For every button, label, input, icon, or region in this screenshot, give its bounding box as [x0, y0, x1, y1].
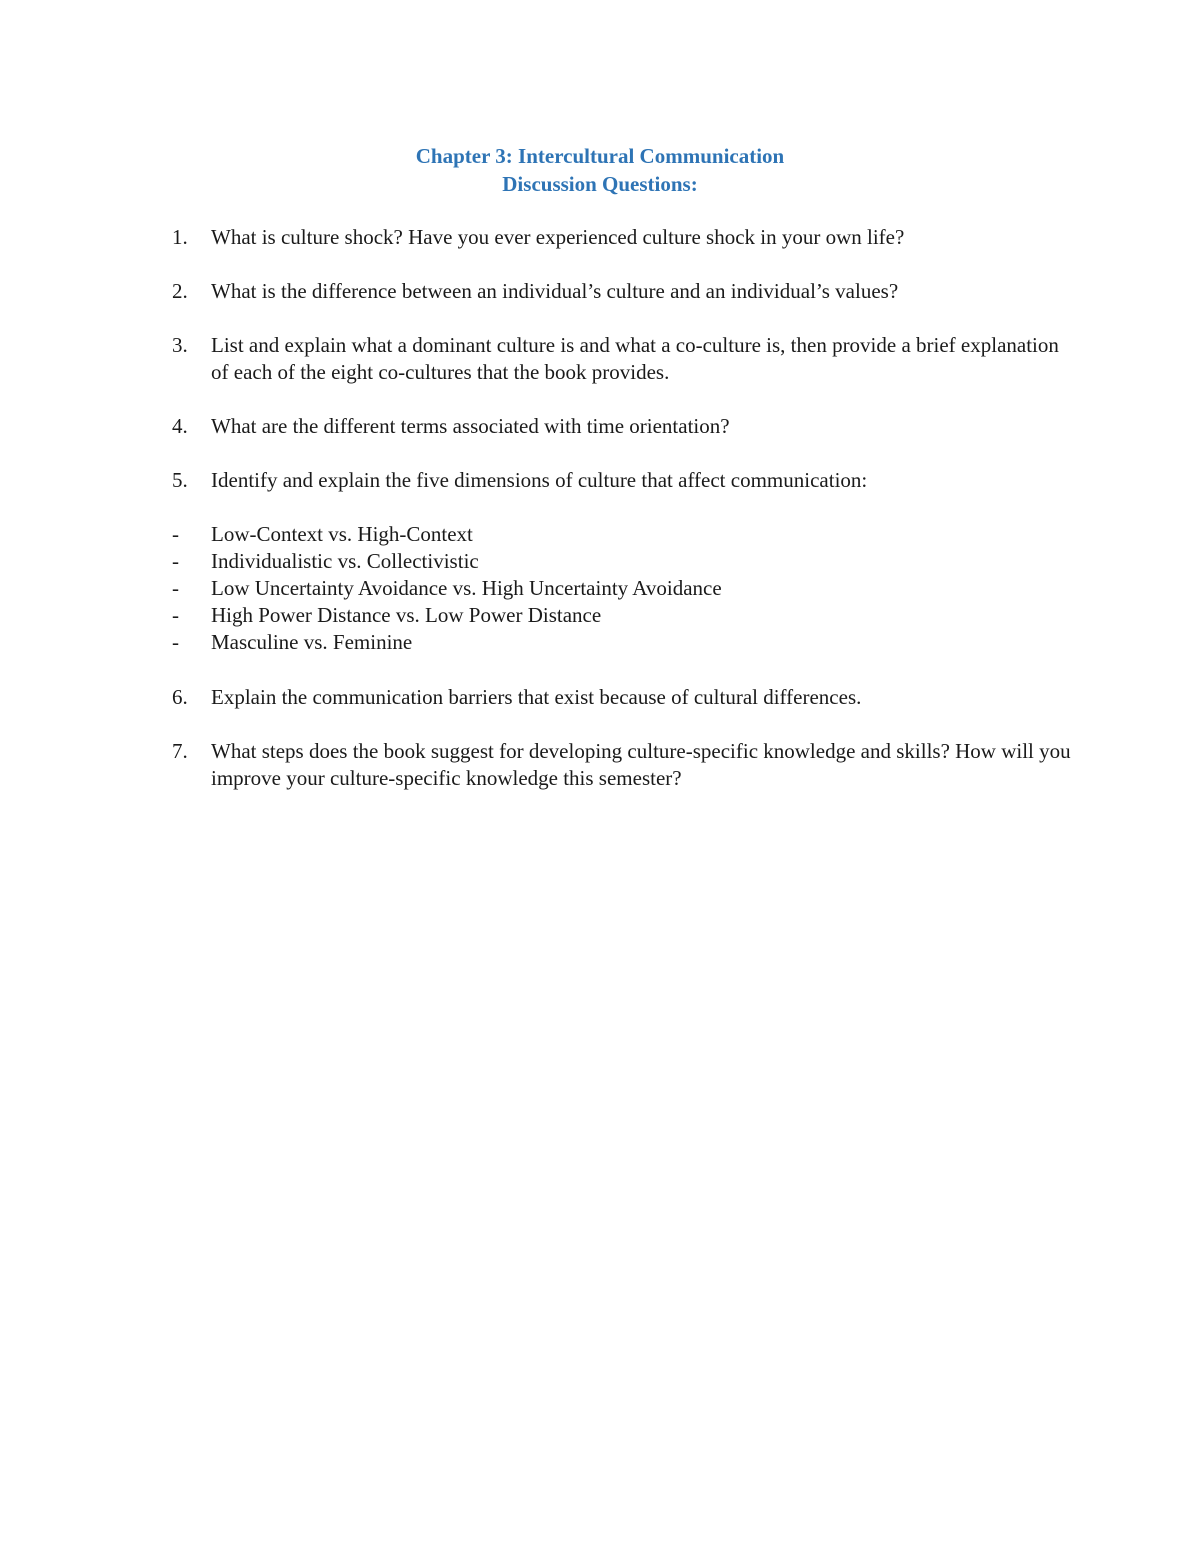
list-item [172, 629, 1072, 656]
question-4 [172, 413, 1072, 440]
bullet-dash: - [172, 630, 179, 654]
question-5 [172, 467, 1072, 494]
list-item [172, 548, 1072, 575]
section-subtitle: Discussion Questions: [502, 172, 698, 196]
question-text: Explain the communication barriers that exist because of cultural differences. [211, 685, 862, 709]
list-item [172, 521, 1072, 548]
document-title [0, 142, 1200, 198]
question-1 [172, 224, 1072, 251]
chapter-title: Chapter 3: Intercultural Communication [415, 144, 785, 168]
question-3 [172, 332, 1072, 386]
question-text: List and explain what a dominant culture is and what a co-culture is, then provide a brief explanation of each of the eight co-cultures that the book provides. [211, 333, 1059, 384]
question-number: 3. [172, 333, 188, 357]
question-text: Identify and explain the five dimensions of culture that affect communication: [211, 468, 868, 492]
dimension-text: Masculine vs. Feminine [211, 630, 413, 654]
dimension-text: Low Uncertainty Avoidance vs. High Uncertainty Avoidance [211, 576, 722, 600]
bullet-dash: - [172, 549, 179, 573]
question-number: 7. [172, 739, 188, 763]
question-number: 1. [172, 225, 188, 249]
bullet-dash: - [172, 522, 179, 546]
dimension-text: Individualistic vs. Collectivistic [211, 549, 479, 573]
question-text: What are the different terms associated with time orientation? [211, 414, 730, 438]
dimensions-list [172, 521, 1072, 656]
question-number: 5. [172, 468, 188, 492]
bullet-dash: - [172, 576, 179, 600]
dimension-text: High Power Distance vs. Low Power Distance [211, 603, 602, 627]
question-7 [172, 738, 1072, 792]
question-2 [172, 278, 1072, 305]
question-number: 2. [172, 279, 188, 303]
question-text: What is the difference between an individual’s culture and an individual’s values? [211, 279, 899, 303]
question-number: 4. [172, 414, 188, 438]
question-6 [172, 684, 1072, 711]
dimension-text: Low-Context vs. High-Context [211, 522, 473, 546]
bullet-dash: - [172, 603, 179, 627]
question-number: 6. [172, 685, 188, 709]
list-item [172, 575, 1072, 602]
question-text: What steps does the book suggest for developing culture-specific knowledge and skills? How will you improve your culture-specific knowledge this semester? [211, 739, 1071, 790]
list-item [172, 602, 1072, 629]
question-text: What is culture shock? Have you ever experienced culture shock in your own life? [211, 225, 905, 249]
